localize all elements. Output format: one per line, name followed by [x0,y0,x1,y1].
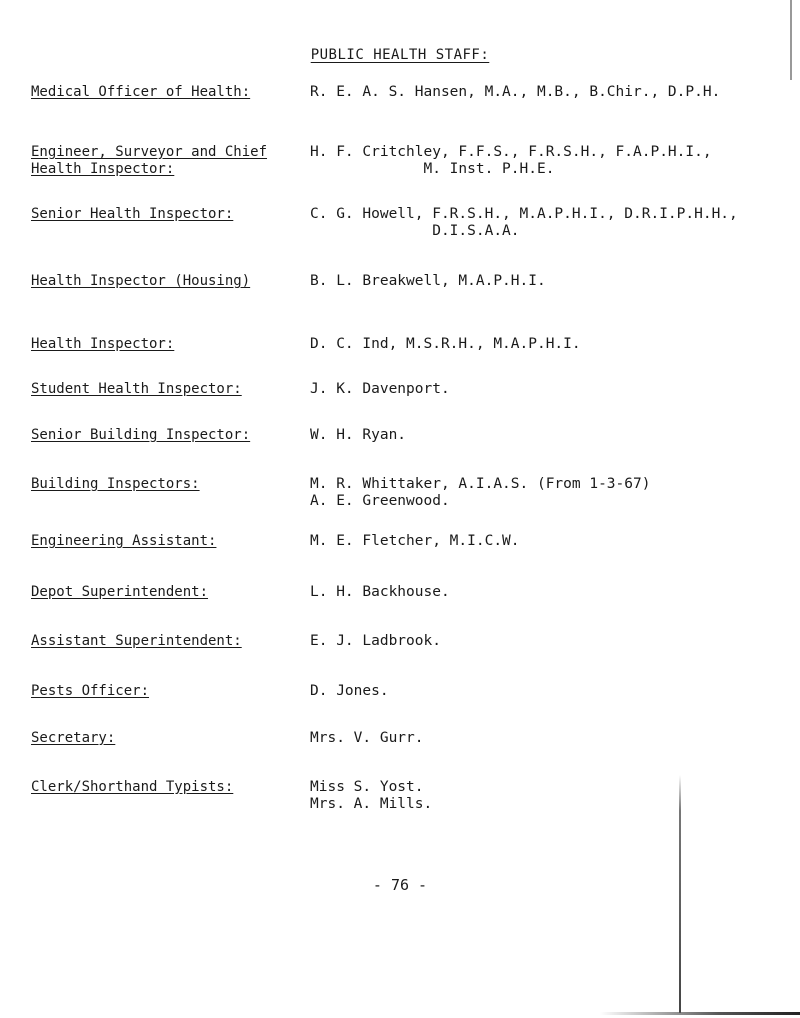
staff-name: H. F. Critchley, F.F.S., F.R.S.H., F.A.P.H.I., [310,144,712,160]
staff-name: R. E. A. S. Hansen, M.A., M.B., B.Chir., D.P.H. [310,84,721,100]
staff-names [310,584,790,601]
staff-names [310,381,790,398]
staff-name: M. E. Fletcher, M.I.C.W. [310,533,520,549]
staff-name: D. Jones. [310,683,389,699]
staff-names [310,779,790,813]
staff-role: Engineering Assistant: [31,533,217,549]
staff-name: M. Inst. P.H.E. [310,161,555,177]
staff-name: J. K. Davenport. [310,381,450,397]
staff-role: Health Inspector: [31,336,175,352]
staff-role: Engineer, Surveyor and Chief Health Inspector: [31,144,268,177]
staff-name: C. G. Howell, F.R.S.H., M.A.P.H.I., D.R.I.P.H.H., [310,206,738,222]
staff-names [310,476,790,510]
staff-role: Senior Health Inspector: [31,206,234,222]
scan-edge-line [600,1012,800,1015]
staff-name: W. H. Ryan. [310,427,407,443]
staff-role: Assistant Superintendent: [31,633,242,649]
staff-role: Building Inspectors: [31,476,200,492]
staff-role: Medical Officer of Health: [31,84,251,100]
staff-role: Secretary: [31,730,116,746]
staff-names [310,84,790,101]
scan-edge-line [790,0,792,80]
staff-name: D. C. Ind, M.S.R.H., M.A.P.H.I. [310,336,581,352]
staff-name: E. J. Ladbrook. [310,633,441,649]
staff-role: Student Health Inspector: [31,381,242,397]
staff-role: Senior Building Inspector: [31,427,251,443]
staff-names [310,633,790,650]
staff-role: Health Inspector (Housing) [31,273,251,289]
staff-role: Clerk/Shorthand Typists: [31,779,234,795]
staff-name: D.I.S.A.A. [310,223,520,239]
staff-names [310,206,790,240]
staff-names [310,533,790,550]
staff-name: A. E. Greenwood. [310,493,450,509]
page-number: - 76 - [372,876,428,894]
staff-name: Mrs. V. Gurr. [310,730,424,746]
staff-names [310,730,790,747]
page-title-text: PUBLIC HEALTH STAFF: [310,47,490,63]
scan-edge-line [679,775,681,1013]
staff-name: Miss S. Yost. [310,779,424,795]
staff-names [310,273,790,290]
staff-names [310,427,790,444]
staff-name: M. R. Whittaker, A.I.A.S. (From 1-3-67) [310,476,651,492]
staff-names [310,683,790,700]
staff-name: B. L. Breakwell, M.A.P.H.I. [310,273,546,289]
staff-role: Pests Officer: [31,683,150,699]
staff-name: Mrs. A. Mills. [310,796,433,812]
staff-names [310,336,790,353]
staff-name: L. H. Backhouse. [310,584,450,600]
staff-names [310,144,790,178]
staff-role: Depot Superintendent: [31,584,209,600]
